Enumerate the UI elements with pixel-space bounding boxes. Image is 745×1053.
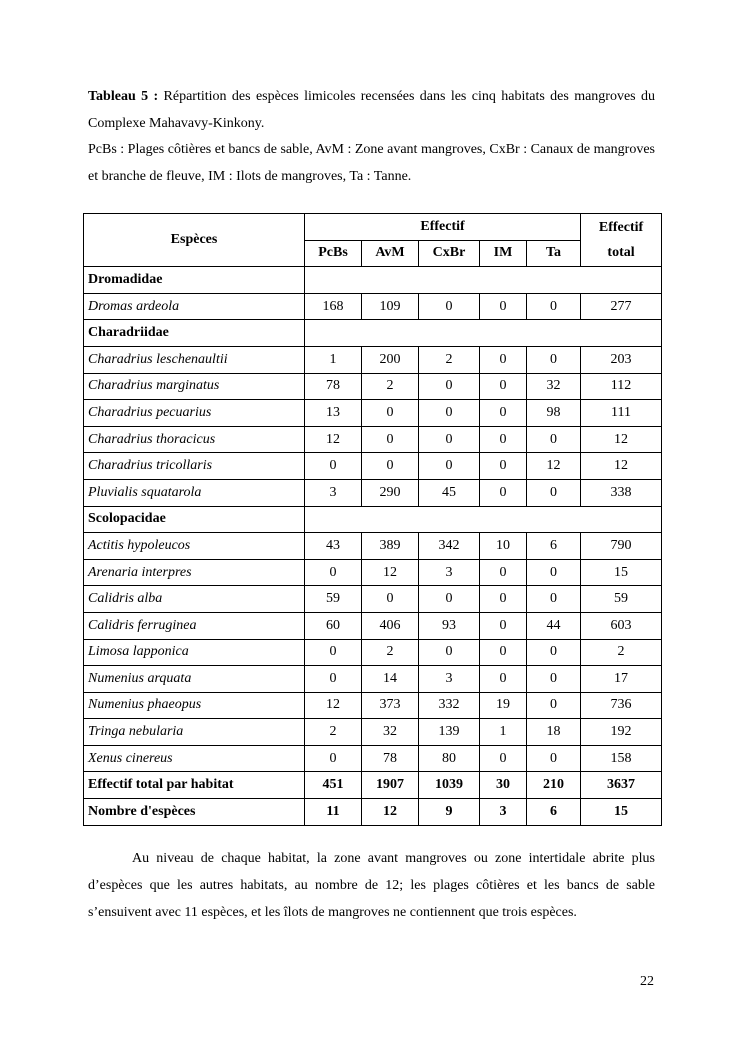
count-cell: 0 [480, 586, 527, 613]
count-cell: 451 [305, 772, 362, 799]
species-name: Numenius phaeopus [84, 692, 305, 719]
count-cell: 78 [362, 745, 419, 772]
family-name: Charadriidae [84, 320, 305, 347]
species-name: Calidris ferruginea [84, 612, 305, 639]
count-cell: 2 [362, 639, 419, 666]
count-cell: 0 [527, 745, 581, 772]
count-cell: 0 [419, 453, 480, 480]
count-cell: 0 [419, 586, 480, 613]
species-row [84, 586, 662, 613]
family-row [84, 320, 662, 347]
count-cell: 0 [527, 586, 581, 613]
species-name: Limosa lapponica [84, 639, 305, 666]
count-cell: 98 [527, 400, 581, 427]
count-cell: 45 [419, 479, 480, 506]
header-habitat: IM [480, 240, 527, 267]
species-table [83, 213, 662, 826]
total-label: Nombre d'espèces [84, 799, 305, 826]
total-cell: 15 [581, 559, 662, 586]
count-cell: 0 [480, 559, 527, 586]
count-cell: 1 [305, 346, 362, 373]
count-cell: 332 [419, 692, 480, 719]
count-cell: 0 [480, 612, 527, 639]
family-row [84, 506, 662, 533]
species-name: Pluvialis squatarola [84, 479, 305, 506]
caption-title [88, 84, 655, 137]
total-cell: 59 [581, 586, 662, 613]
count-cell: 0 [480, 745, 527, 772]
species-name: Calidris alba [84, 586, 305, 613]
count-cell: 3 [305, 479, 362, 506]
total-cell: 3637 [581, 772, 662, 799]
species-name: Numenius arquata [84, 666, 305, 693]
header-habitat: CxBr [419, 240, 480, 267]
count-cell: 3 [419, 666, 480, 693]
family-empty-cell [305, 320, 662, 347]
count-cell: 0 [480, 373, 527, 400]
total-cell: 603 [581, 612, 662, 639]
total-cell: 158 [581, 745, 662, 772]
count-cell: 12 [527, 453, 581, 480]
count-cell: 0 [419, 400, 480, 427]
family-empty-cell [305, 267, 662, 294]
count-cell: 1 [480, 719, 527, 746]
count-cell: 78 [305, 373, 362, 400]
count-cell: 0 [527, 426, 581, 453]
table-caption [88, 84, 655, 190]
count-cell: 406 [362, 612, 419, 639]
count-cell: 59 [305, 586, 362, 613]
count-cell: 2 [305, 719, 362, 746]
count-cell: 0 [527, 293, 581, 320]
species-name: Charadrius tricollaris [84, 453, 305, 480]
species-name: Tringa nebularia [84, 719, 305, 746]
count-cell: 0 [480, 346, 527, 373]
species-name: Dromas ardeola [84, 293, 305, 320]
total-cell: 15 [581, 799, 662, 826]
count-cell: 10 [480, 533, 527, 560]
header-habitat: PcBs [305, 240, 362, 267]
count-cell: 373 [362, 692, 419, 719]
species-name: Arenaria interpres [84, 559, 305, 586]
species-row [84, 373, 662, 400]
count-cell: 0 [362, 400, 419, 427]
count-cell: 0 [480, 666, 527, 693]
species-name: Charadrius pecuarius [84, 400, 305, 427]
header-habitat: AvM [362, 240, 419, 267]
count-cell: 18 [527, 719, 581, 746]
count-cell: 0 [305, 745, 362, 772]
count-cell: 0 [527, 666, 581, 693]
total-cell: 112 [581, 373, 662, 400]
family-row [84, 267, 662, 294]
count-cell: 0 [480, 426, 527, 453]
count-cell: 139 [419, 719, 480, 746]
total-cell: 192 [581, 719, 662, 746]
count-cell: 342 [419, 533, 480, 560]
count-cell: 1907 [362, 772, 419, 799]
header-habitat: Ta [527, 240, 581, 267]
count-cell: 93 [419, 612, 480, 639]
count-cell: 9 [419, 799, 480, 826]
count-cell: 44 [527, 612, 581, 639]
species-row [84, 559, 662, 586]
species-row [84, 533, 662, 560]
species-row [84, 426, 662, 453]
species-row [84, 692, 662, 719]
count-cell: 0 [527, 692, 581, 719]
family-name: Dromadidae [84, 267, 305, 294]
total-cell: 12 [581, 453, 662, 480]
count-cell: 12 [305, 426, 362, 453]
count-cell: 0 [305, 666, 362, 693]
header-species: Espèces [84, 214, 305, 267]
count-cell: 6 [527, 799, 581, 826]
count-cell: 3 [480, 799, 527, 826]
count-cell: 80 [419, 745, 480, 772]
count-cell: 0 [480, 479, 527, 506]
count-cell: 0 [362, 453, 419, 480]
total-cell: 790 [581, 533, 662, 560]
count-cell: 32 [527, 373, 581, 400]
count-cell: 1039 [419, 772, 480, 799]
total-label: Effectif total par habitat [84, 772, 305, 799]
total-cell: 2 [581, 639, 662, 666]
species-row [84, 400, 662, 427]
count-cell: 2 [362, 373, 419, 400]
count-cell: 6 [527, 533, 581, 560]
count-cell: 12 [362, 559, 419, 586]
count-cell: 0 [527, 559, 581, 586]
count-cell: 32 [362, 719, 419, 746]
total-cell: 12 [581, 426, 662, 453]
count-cell: 0 [362, 586, 419, 613]
header-total: Effectif total [581, 214, 662, 267]
count-cell: 14 [362, 666, 419, 693]
species-name: Actitis hypoleucos [84, 533, 305, 560]
total-cell: 277 [581, 293, 662, 320]
count-cell: 389 [362, 533, 419, 560]
count-cell: 0 [362, 426, 419, 453]
count-cell: 0 [527, 479, 581, 506]
count-cell: 12 [305, 692, 362, 719]
total-row [84, 799, 662, 826]
count-cell: 30 [480, 772, 527, 799]
count-cell: 0 [480, 293, 527, 320]
count-cell: 0 [419, 293, 480, 320]
species-name: Xenus cinereus [84, 745, 305, 772]
species-row [84, 745, 662, 772]
body-paragraph: Au niveau de chaque habitat, la zone avant mangroves ou zone intertidale abrite plus d’espèces que les autres habitats, au nombre de 12; les plages côtières et les bancs de sable s’ensuivent avec 11 espèces, et les îlots de mangroves ne contiennent que trois espèces. [88, 851, 655, 920]
count-cell: 109 [362, 293, 419, 320]
family-name: Scolopacidae [84, 506, 305, 533]
count-cell: 0 [419, 373, 480, 400]
count-cell: 11 [305, 799, 362, 826]
caption-abbreviations: PcBs : Plages côtières et bancs de sable, AvM : Zone avant mangroves, CxBr : Canaux de mangroves et branche de fleuve, IM : Ilots de mangroves, Ta : Tanne. [88, 142, 655, 184]
species-row [84, 453, 662, 480]
species-row [84, 293, 662, 320]
total-row [84, 772, 662, 799]
species-name: Charadrius marginatus [84, 373, 305, 400]
count-cell: 13 [305, 400, 362, 427]
count-cell: 0 [480, 639, 527, 666]
count-cell: 0 [480, 400, 527, 427]
count-cell: 0 [419, 639, 480, 666]
count-cell: 19 [480, 692, 527, 719]
species-row [84, 479, 662, 506]
count-cell: 0 [305, 639, 362, 666]
count-cell: 290 [362, 479, 419, 506]
species-row [84, 719, 662, 746]
count-cell: 60 [305, 612, 362, 639]
count-cell: 2 [419, 346, 480, 373]
caption-label: Tableau 5 : [88, 89, 159, 104]
count-cell: 210 [527, 772, 581, 799]
total-cell: 111 [581, 400, 662, 427]
count-cell: 0 [527, 639, 581, 666]
species-row [84, 346, 662, 373]
header-row-1 [84, 214, 662, 241]
count-cell: 0 [419, 426, 480, 453]
family-empty-cell [305, 506, 662, 533]
caption-text: Répartition des espèces limicoles recensées dans les cinq habitats des mangroves du Complexe Mahavavy-Kinkony. [88, 89, 656, 131]
species-name: Charadrius leschenaultii [84, 346, 305, 373]
count-cell: 3 [419, 559, 480, 586]
count-cell: 0 [480, 453, 527, 480]
species-row [84, 612, 662, 639]
total-cell: 338 [581, 479, 662, 506]
page-number: 22 [640, 974, 654, 989]
header-effectif: Effectif [305, 214, 581, 241]
count-cell: 0 [305, 453, 362, 480]
total-cell: 17 [581, 666, 662, 693]
count-cell: 168 [305, 293, 362, 320]
species-name: Charadrius thoracicus [84, 426, 305, 453]
species-row [84, 639, 662, 666]
count-cell: 0 [305, 559, 362, 586]
count-cell: 12 [362, 799, 419, 826]
total-cell: 203 [581, 346, 662, 373]
count-cell: 0 [527, 346, 581, 373]
species-row [84, 666, 662, 693]
table-body [84, 267, 662, 825]
count-cell: 200 [362, 346, 419, 373]
total-cell: 736 [581, 692, 662, 719]
count-cell: 43 [305, 533, 362, 560]
